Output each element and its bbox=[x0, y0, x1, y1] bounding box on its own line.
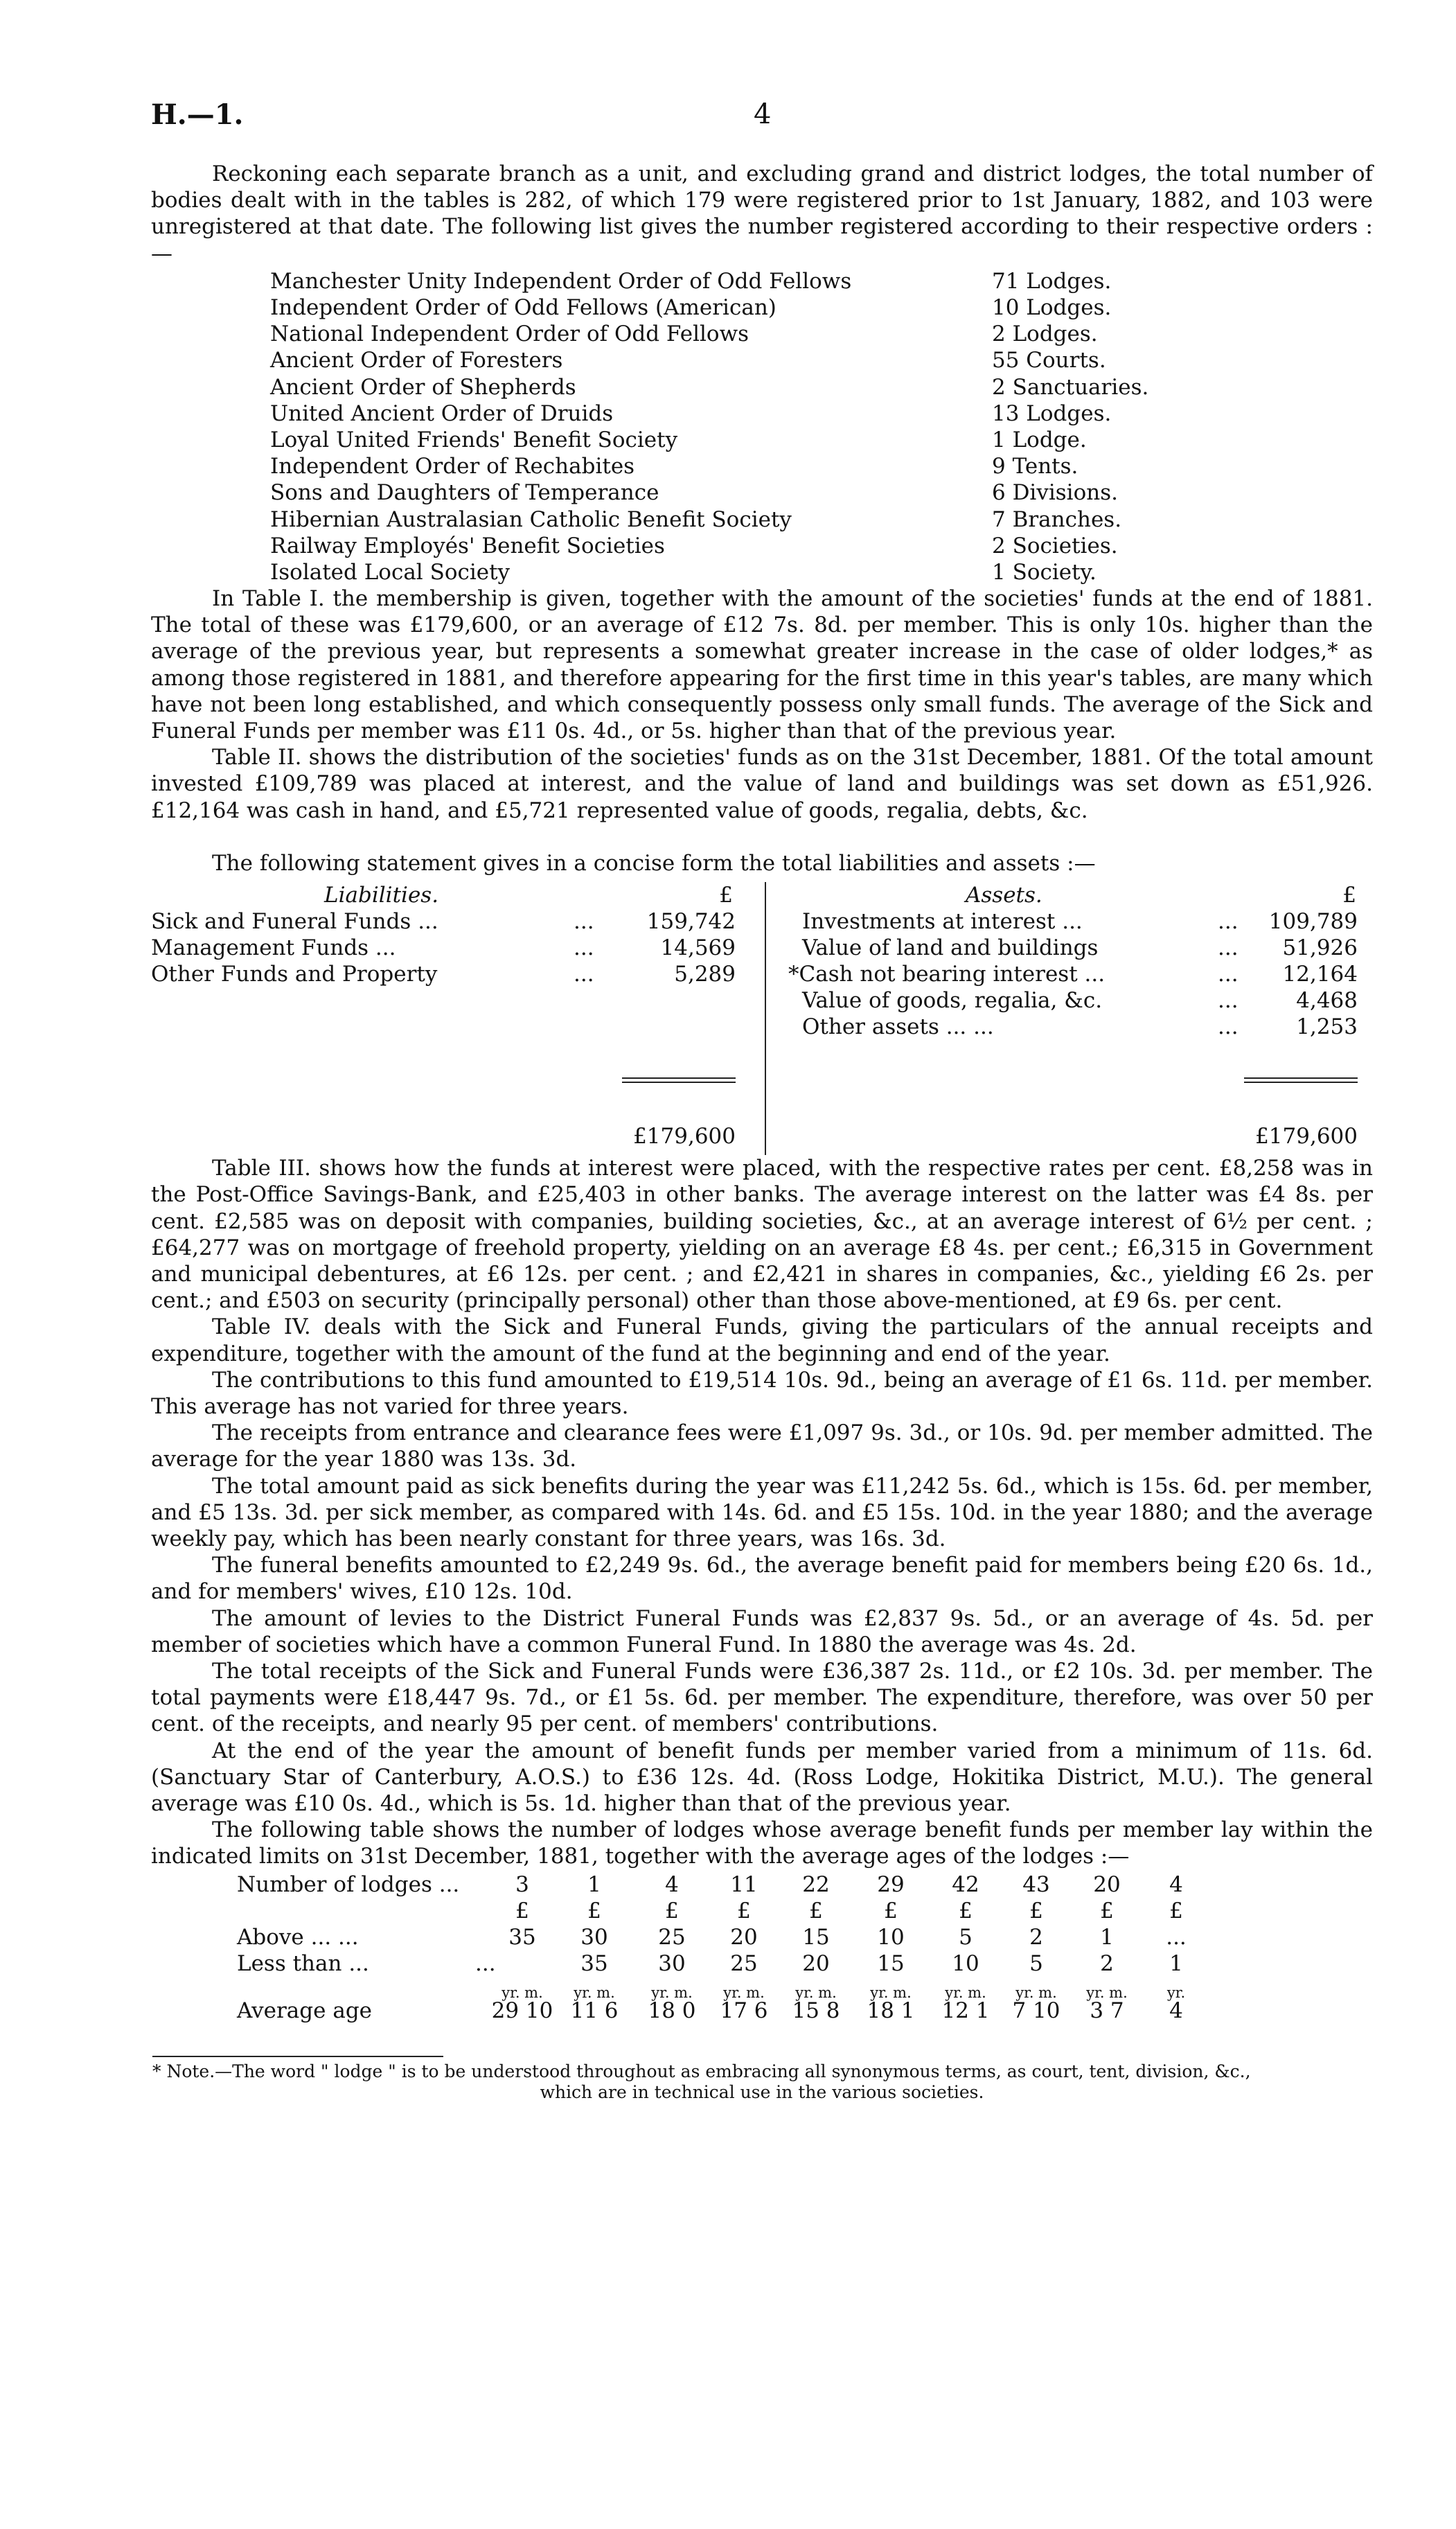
lodge-count-cell: 11 bbox=[730, 1871, 758, 1897]
less-than-limit-cell: 1 bbox=[1169, 1950, 1183, 1976]
order-count: 7 Branches. bbox=[992, 506, 1122, 532]
less-than-limit-cell: 10 bbox=[952, 1950, 979, 1976]
lodge-count-cell: 29 bbox=[877, 1871, 905, 1897]
above-limit-cell: 2 bbox=[1029, 1924, 1043, 1950]
orders-list-item bbox=[270, 453, 1373, 479]
less-than-limit-cell: 30 bbox=[658, 1950, 686, 1976]
liability-dots: ... bbox=[574, 935, 594, 961]
order-count: 6 Divisions. bbox=[992, 480, 1118, 506]
number-of-lodges-label: Number of lodges ... bbox=[237, 1871, 460, 1897]
age-unit-cell: yr. m. bbox=[945, 1984, 986, 2001]
above-limit-cell: 30 bbox=[580, 1924, 608, 1950]
liabilities-assets-statement bbox=[151, 882, 1373, 1155]
order-name: Loyal United Friends' Benefit Society bbox=[270, 427, 678, 452]
less-than-limit-cell: 5 bbox=[1029, 1950, 1043, 1976]
document-body bbox=[151, 161, 1373, 2103]
asset-dots: ... bbox=[1218, 962, 1239, 987]
currency-cell: £ bbox=[587, 1898, 601, 1923]
orders-list-item bbox=[270, 321, 1373, 347]
currency-cell: £ bbox=[1169, 1898, 1183, 1923]
parliamentary-paper-reference: H.—1. bbox=[151, 98, 244, 131]
order-name: Manchester Unity Independent Order of Odd Fellows bbox=[270, 268, 852, 294]
order-name: Ancient Order of Foresters bbox=[270, 348, 563, 373]
order-name: Independent Order of Odd Fellows (American) bbox=[270, 295, 776, 320]
page-number: 4 bbox=[754, 98, 772, 130]
lodges-by-benefit-funds-table bbox=[151, 1871, 1373, 2052]
currency-cell: £ bbox=[809, 1898, 823, 1923]
average-age-cell: 11 6 bbox=[570, 1998, 619, 2023]
assets-currency: £ bbox=[1342, 883, 1356, 908]
order-count: 2 Societies. bbox=[992, 533, 1118, 558]
above-limit-cell: ... bbox=[1166, 1924, 1187, 1950]
order-name: United Ancient Order of Druids bbox=[270, 400, 614, 426]
asset-label: Investments at interest ... bbox=[802, 909, 1083, 935]
average-age-cell: 18 1 bbox=[867, 1998, 915, 2023]
order-count: 10 Lodges. bbox=[992, 295, 1112, 320]
table-3-paragraph: Table III. shows how the funds at interest were placed, with the respective rates per cent. £8,258 was in the Post-Office Savings-Bank, and £25,403 in other banks. The average interest on the latter was £4 8s. per cent. £2,585 was on deposit with companies, building societies, &c., at an average interest of 6½ per cent. ; £64,277 was on mortgage of freehold property, yielding on an average £8 4s. per cent.; £6,315 in Government and municipal debentures, at £6 12s. per cent. ; and £2,421 in shares in companies, &c., yielding £6 2s. per cent.; and £503 on security (principally personal) other than those above-mentioned, at £9 6s. per cent. bbox=[151, 1156, 1373, 1314]
lodge-count-cell: 43 bbox=[1022, 1871, 1050, 1897]
age-unit-cell: yr. m. bbox=[651, 1984, 693, 2001]
age-unit-cell: yr. m. bbox=[870, 1984, 912, 2001]
above-label: Above ... ... bbox=[237, 1924, 359, 1950]
order-count: 1 Society. bbox=[992, 559, 1097, 585]
asset-amount: 51,926 bbox=[1282, 935, 1358, 961]
age-unit-cell: yr. m. bbox=[723, 1984, 765, 2001]
liability-amount: 14,569 bbox=[660, 935, 736, 961]
orders-list-item bbox=[270, 506, 1373, 533]
age-unit-cell: yr. m. bbox=[574, 1984, 615, 2001]
orders-list-item bbox=[270, 374, 1373, 400]
liabilities-currency: £ bbox=[719, 883, 733, 908]
footnote-line: * Note.—The word " lodge " is to be understood throughout as embracing all synonymous terms, as court, tent, division, &c., bbox=[152, 2061, 1251, 2081]
liability-dots: ... bbox=[574, 962, 594, 987]
order-count: 71 Lodges. bbox=[992, 268, 1112, 294]
asset-dots: ... bbox=[1218, 1014, 1239, 1040]
asset-amount: 12,164 bbox=[1282, 962, 1358, 987]
lodge-count-cell: 22 bbox=[802, 1871, 830, 1897]
orders-list-item bbox=[270, 559, 1373, 585]
orders-list-item bbox=[270, 294, 1373, 321]
liabilities-heading: Liabilities. bbox=[324, 883, 439, 908]
above-limit-cell: 20 bbox=[730, 1924, 758, 1950]
order-count: 2 Lodges. bbox=[992, 321, 1098, 347]
total-receipts-paragraph: The total receipts of the Sick and Funeral Funds were £36,387 2s. 11d., or £2 10s. 3d. per member. The total payments were £18,447 9s. 7d., or £1 5s. 6d. per member. The expenditure, therefore, was over 50 per cent. of the receipts, and nearly 95 per cent. of members' contributions. bbox=[151, 1658, 1373, 1737]
less-than-limit-cell: 20 bbox=[802, 1950, 830, 1976]
currency-cell: £ bbox=[737, 1898, 751, 1923]
currency-cell: £ bbox=[1100, 1898, 1114, 1923]
funeral-benefits-paragraph: The funeral benefits amounted to £2,249 9s. 6d., the average benefit paid for members being £20 6s. 1d., and for members' wives, £10 12s. 10d. bbox=[151, 1553, 1373, 1605]
average-age-cell: 18 0 bbox=[648, 1998, 696, 2023]
average-age-cell: 29 10 bbox=[491, 1998, 553, 2023]
orders-list-item bbox=[270, 268, 1373, 294]
orders-list-item bbox=[270, 427, 1373, 453]
order-name: Sons and Daughters of Temperance bbox=[270, 480, 659, 506]
above-limit-cell: 5 bbox=[959, 1924, 973, 1950]
footnote-rule bbox=[152, 2056, 443, 2057]
age-unit-cell: yr. m. bbox=[1086, 1984, 1128, 2001]
footnote bbox=[151, 2061, 1373, 2103]
less-than-limit-cell: 15 bbox=[877, 1950, 905, 1976]
currency-cell: £ bbox=[515, 1898, 529, 1923]
average-age-cell: 4 bbox=[1169, 1998, 1183, 2023]
currency-cell: £ bbox=[1029, 1898, 1043, 1923]
orders-list bbox=[270, 268, 1373, 585]
order-name: National Independent Order of Odd Fellows bbox=[270, 321, 749, 347]
receipts-fees-paragraph: The receipts from entrance and clearance fees were £1,097 9s. 3d., or 10s. 9d. per member admitted. The average for the year 1880 was 13s. 3d. bbox=[151, 1420, 1373, 1472]
liability-amount: 5,289 bbox=[674, 962, 736, 987]
orders-list-item bbox=[270, 400, 1373, 427]
sick-benefits-paragraph: The total amount paid as sick benefits during the year was £11,242 5s. 6d., which is 15s. 6d. per member, and £5 13s. 3d. per sick member, as compared with 14s. 6d. and £5 15s. 10d. in the year 1880; and the average weekly pay, which has been nearly constant for three years, was 16s. 3d. bbox=[151, 1473, 1373, 1551]
asset-amount: 109,789 bbox=[1268, 909, 1358, 935]
order-name: Railway Employés' Benefit Societies bbox=[270, 533, 665, 558]
order-name: Independent Order of Rechabites bbox=[270, 454, 635, 479]
lodge-count-cell: 20 bbox=[1093, 1871, 1121, 1897]
liabilities-total-rule bbox=[622, 1077, 736, 1079]
assets-total-rule bbox=[1244, 1077, 1358, 1079]
less-than-dots: ... bbox=[475, 1950, 496, 1976]
statement-intro-paragraph: The following statement gives in a concise form the total liabilities and assets :— bbox=[212, 850, 1096, 876]
assets-total-rule bbox=[1244, 1082, 1358, 1083]
order-name: Ancient Order of Shepherds bbox=[270, 374, 576, 400]
average-age-label: Average age bbox=[237, 1998, 373, 2023]
levies-paragraph: The amount of levies to the District Funeral Funds was £2,837 9s. 5d., or an average of 4s. 5d. per member of societies which have a common Funeral Fund. In 1880 the average was 4s. 2d. bbox=[151, 1605, 1373, 1657]
asset-amount: 1,253 bbox=[1296, 1014, 1358, 1040]
average-age-cell: 3 7 bbox=[1090, 1998, 1124, 2023]
orders-list-item bbox=[270, 479, 1373, 506]
above-limit-cell: 10 bbox=[877, 1924, 905, 1950]
liabilities-total: £179,600 bbox=[633, 1124, 736, 1149]
footnote-line: which are in technical use in the various societies. bbox=[540, 2081, 984, 2102]
age-unit-cell: yr. bbox=[1166, 1984, 1186, 2001]
currency-cell: £ bbox=[665, 1898, 679, 1923]
asset-label: Other assets ... ... bbox=[802, 1014, 994, 1040]
order-count: 2 Sanctuaries. bbox=[992, 374, 1149, 400]
average-age-cell: 7 10 bbox=[1012, 1998, 1060, 2023]
age-unit-cell: yr. m. bbox=[501, 1984, 543, 2001]
asset-dots: ... bbox=[1218, 988, 1239, 1014]
liability-label: Other Funds and Property bbox=[151, 962, 438, 987]
intro-paragraph: Reckoning each separate branch as a unit, and excluding grand and district lodges, the total number of bodies dealt with in the tables is 282, of which 179 were registered prior to 1st January, 1882, and 103 were unregistered at that date. The following list gives the number registered according to their respective orders :— bbox=[151, 161, 1373, 266]
order-name: Hibernian Australasian Catholic Benefit Society bbox=[270, 506, 792, 532]
lodge-count-cell: 3 bbox=[515, 1871, 529, 1897]
order-count: 9 Tents. bbox=[992, 454, 1078, 479]
table-1-paragraph: In Table I. the membership is given, together with the amount of the societies' funds at the end of 1881. The total of these was £179,600, or an average of £12 7s. 8d. per member. This is only 10s. higher than the average of the previous year, but represents a somewhat greater increase in the case of older lodges,* as among those registered in 1881, and therefore appearing for the first time in this year's tables, are many which have not been long established, and which consequently possess only small funds. The average of the Sick and Funeral Funds per member was £11 0s. 4d., or 5s. higher than that of the previous year. bbox=[151, 586, 1373, 744]
asset-amount: 4,468 bbox=[1296, 988, 1358, 1014]
less-than-limit-cell: 25 bbox=[730, 1950, 758, 1976]
currency-cell: £ bbox=[884, 1898, 898, 1923]
page-header bbox=[151, 98, 1304, 133]
asset-label: Value of goods, regalia, &c. bbox=[802, 988, 1103, 1014]
age-unit-cell: yr. m. bbox=[795, 1984, 837, 2001]
lodge-count-cell: 1 bbox=[587, 1871, 601, 1897]
liability-label: Management Funds ... bbox=[151, 935, 396, 961]
asset-label: Value of land and buildings bbox=[802, 935, 1099, 961]
order-name: Isolated Local Society bbox=[270, 559, 511, 585]
less-than-label: Less than ... bbox=[237, 1950, 369, 1976]
lodge-count-cell: 4 bbox=[665, 1871, 679, 1897]
liability-amount: 159,742 bbox=[646, 909, 736, 935]
order-count: 13 Lodges. bbox=[992, 400, 1112, 426]
orders-list-item bbox=[270, 533, 1373, 559]
age-unit-cell: yr. m. bbox=[1015, 1984, 1057, 2001]
liabilities-total-rule bbox=[622, 1082, 736, 1083]
less-than-limit-cell: 35 bbox=[580, 1950, 608, 1976]
average-age-cell: 15 8 bbox=[792, 1998, 840, 2023]
assets-total: £179,600 bbox=[1255, 1124, 1358, 1149]
lodge-count-cell: 4 bbox=[1169, 1871, 1183, 1897]
asset-label: *Cash not bearing interest ... bbox=[788, 962, 1106, 987]
liability-dots: ... bbox=[574, 909, 594, 935]
table-4-paragraph: Table IV. deals with the Sick and Funeral Funds, giving the particulars of the annual receipts and expenditure, together with the amount of the fund at the beginning and end of the year. bbox=[151, 1314, 1373, 1366]
average-age-cell: 17 6 bbox=[720, 1998, 768, 2023]
asset-dots: ... bbox=[1218, 909, 1239, 935]
above-limit-cell: 25 bbox=[658, 1924, 686, 1950]
above-limit-cell: 35 bbox=[508, 1924, 536, 1950]
lodges-table-intro-paragraph: The following table shows the number of lodges whose average benefit funds per member lay within the indicated limits on 31st December, 1881, together with the average ages of the lodges :— bbox=[151, 1817, 1373, 1869]
table-2-paragraph: Table II. shows the distribution of the societies' funds as on the 31st December, 1881. Of the total amount invested £109,789 was placed at interest, and the value of land and buildings was set down as £51,926. £12,164 was cash in hand, and £5,721 represented value of goods, regalia, debts, &c. bbox=[151, 745, 1373, 823]
statement-divider bbox=[765, 882, 766, 1155]
lodge-count-cell: 42 bbox=[952, 1871, 979, 1897]
currency-cell: £ bbox=[959, 1898, 973, 1923]
average-age-cell: 12 1 bbox=[941, 1998, 990, 2023]
asset-dots: ... bbox=[1218, 935, 1239, 961]
above-limit-cell: 1 bbox=[1100, 1924, 1114, 1950]
less-than-limit-cell: 2 bbox=[1100, 1950, 1114, 1976]
benefit-funds-paragraph: At the end of the year the amount of benefit funds per member varied from a minimum of 11s. 6d. (Sanctuary Star of Canterbury, A.O.S.) to £36 12s. 4d. (Ross Lodge, Hokitika District, M.U.). The general average was £10 0s. 4d., which is 5s. 1d. higher than that of the previous year. bbox=[151, 1738, 1373, 1816]
order-count: 1 Lodge. bbox=[992, 427, 1087, 452]
above-limit-cell: 15 bbox=[802, 1924, 830, 1950]
assets-heading: Assets. bbox=[966, 883, 1042, 908]
contributions-paragraph: The contributions to this fund amounted to £19,514 10s. 9d., being an average of £1 6s. 11d. per member. This average has not varied for three years. bbox=[151, 1367, 1373, 1419]
orders-list-item bbox=[270, 347, 1373, 373]
order-count: 55 Courts. bbox=[992, 348, 1106, 373]
liability-label: Sick and Funeral Funds ... bbox=[151, 909, 438, 935]
